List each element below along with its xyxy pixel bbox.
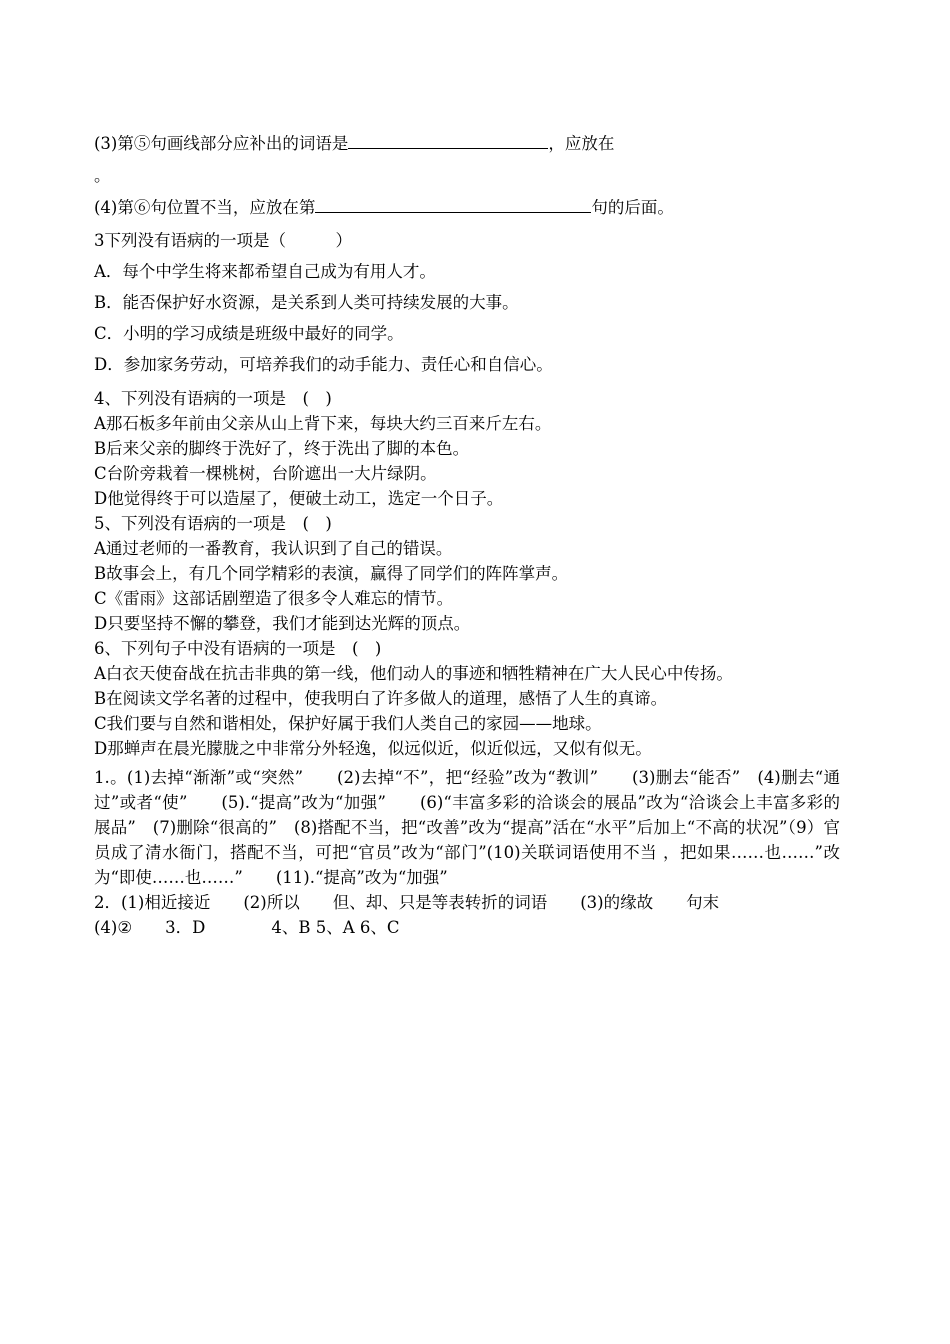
question-option: A那石板多年前由父亲从山上背下来，每块大约三百来斤左右。 <box>94 414 552 433</box>
fill-in-q4-prefix: (4)第⑥句位置不当，应放在第 <box>94 198 316 217</box>
question-5 <box>94 511 840 636</box>
fill-in-blank[interactable] <box>315 198 591 213</box>
question-option: A．每个中学生将来都希望自己成为有用人才。 <box>94 262 436 281</box>
question-option: D．参加家务劳动，可培养我们的动手能力、责任心和自信心。 <box>94 355 553 374</box>
fill-in-blank[interactable] <box>348 134 548 149</box>
question-option: D只要坚持不懈的攀登，我们才能到达光辉的顶点。 <box>94 614 471 633</box>
question-option: C．小明的学习成绩是班级中最好的同学。 <box>94 324 404 343</box>
question-option: A白衣天使奋战在抗击非典的第一线，他们动人的事迹和牺牲精神在广大人民心中传扬。 <box>94 664 733 683</box>
question-option: C《雷雨》这部话剧塑造了很多令人难忘的情节。 <box>94 589 454 608</box>
question-option: B．能否保护好水资源，是关系到人类可持续发展的大事。 <box>94 293 519 312</box>
answer-2-line-1: 2．(1)相近接近 (2)所以 但、却、只是等表转折的词语 (3)的缘故 句末 <box>94 893 720 912</box>
question-stem: 3下列没有语病的一项是（ ） <box>94 231 352 250</box>
question-option: C我们要与自然和谐相处，保护好属于我们人类自己的家园——地球。 <box>94 714 602 733</box>
fill-in-q4-suffix: 句的后面。 <box>591 198 674 217</box>
question-4 <box>94 386 840 511</box>
question-stem: 5、下列没有语病的一项是 ( ) <box>94 514 332 533</box>
question-6 <box>94 636 840 761</box>
fill-in-q3-middle: ，应放在 <box>548 134 615 153</box>
question-option: C台阶旁栽着一棵桃树，台阶遮出一大片绿阴。 <box>94 464 437 483</box>
answer-key <box>94 765 840 940</box>
question-stem: 4、下列没有语病的一项是 ( ) <box>94 389 332 408</box>
fill-in-q4 <box>94 194 840 225</box>
question-3 <box>94 225 840 380</box>
question-stem: 6、下列句子中没有语病的一项是 ( ) <box>94 639 382 658</box>
question-option: A通过老师的一番教育，我认识到了自己的错误。 <box>94 539 453 558</box>
fill-in-q3 <box>94 130 840 162</box>
document-page <box>94 130 840 940</box>
fill-in-q3-end-text: 。 <box>94 166 111 185</box>
answer-1: 1.。(1)去掉“渐渐”或“突然” (2)去掉“不”，把“经验”改为“教训” (3)删去“能否” (4)删去“通过”或者“使” (5).“提高”改为“加强” (6)“丰富多彩的洽谈会的展品”改为“洽谈会上丰富多彩的展品” (7)删除“很高的” (8)搭配不当，把“改善”改为“提高”活在“水平”后加上“不高的状况”（9）官员成了清水衙门，搭配不当，可把“官员”改为“部门”(10)关联词语使用不当 ，把如果……也……”改为“即使……也……” (11).“提高”改为“加强” <box>94 768 840 887</box>
fill-in-q3-prefix: (3)第⑤句画线部分应补出的词语是 <box>94 134 349 153</box>
fill-in-q3-end <box>94 162 840 194</box>
question-option: B在阅读文学名著的过程中，使我明白了许多做人的道理，感悟了人生的真谛。 <box>94 689 668 708</box>
answer-2-line-2: (4)② 3．D 4、B 5、A 6、C <box>94 918 400 937</box>
question-option: D那蝉声在晨光朦胧之中非常分外轻逸，似远似近，似近似远，又似有似无。 <box>94 739 652 758</box>
question-option: B后来父亲的脚终于洗好了，终于洗出了脚的本色。 <box>94 439 470 458</box>
question-option: D他觉得终于可以造屋了，便破土动工，选定一个日子。 <box>94 489 504 508</box>
question-option: B故事会上，有几个同学精彩的表演，赢得了同学们的阵阵掌声。 <box>94 564 569 583</box>
